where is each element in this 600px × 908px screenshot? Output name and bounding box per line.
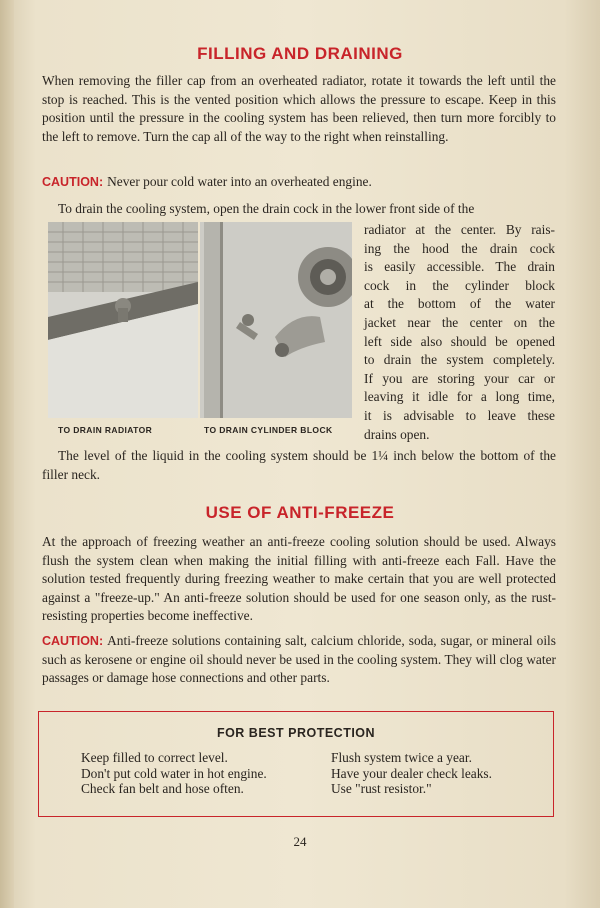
caution-label-2: CAUTION: <box>42 634 104 648</box>
drain-line-8: to drain the system completely. <box>364 352 555 368</box>
drain-line-12: drains open. <box>364 426 430 442</box>
drain-lead-line: To drain the cooling system, open the drain cock in the lower front side of the <box>58 201 475 216</box>
drain-line-10: leaving it idle for a long time, <box>364 389 555 405</box>
drain-line-9: If you are storing your car or <box>364 370 555 386</box>
cylinder-block-drain-photo <box>200 222 352 418</box>
caution-text-2: Anti-freeze solutions containing salt, calcium chloride, soda, sugar, or mineral oils such as kerosene or engine oil should never be used in the cooling system. They will clog water passages or damage hose connections and other parts. <box>42 633 556 686</box>
section-heading-filling-draining: FILLING AND DRAINING <box>197 44 403 63</box>
tip-item: Have your dealer check leaks. <box>331 765 492 781</box>
radiator-drain-illustration <box>48 222 198 418</box>
drain-line-1: radiator at the center. By rais- <box>364 222 555 237</box>
drain-line-3: is easily accessible. The drain <box>364 259 555 275</box>
drain-line-11: it is advisable to leave these <box>364 407 555 423</box>
caution-2 <box>42 632 556 688</box>
anti-freeze-paragraph: At the approach of freezing weather an anti-freeze cooling solution should be used. Always flush the system clean when making the initial filling with anti-freeze each Fall. Have the solution tested frequently during freezing weather to make certain that you are well protected against a "freeze-up." An anti-freeze solution should be used for one season only, as the rust-resisting properties become ineffective. <box>42 534 556 624</box>
drain-line-6: jacket near the center on the <box>364 314 555 330</box>
caution-label: CAUTION: <box>42 175 104 189</box>
protection-tips-left <box>81 750 267 797</box>
tip-item: Check fan belt and hose often. <box>81 781 244 796</box>
caution-text: Never pour cold water into an overheated engine. <box>107 174 372 189</box>
drain-line-4: cock in the cylinder block <box>364 277 555 293</box>
cylinder-block-drain-illustration <box>200 222 352 418</box>
drain-side-text <box>364 221 555 444</box>
tip-item: Don't put cold water in hot engine. <box>81 765 267 781</box>
radiator-drain-photo <box>48 222 198 418</box>
filling-intro-paragraph: When removing the filler cap from an overheated radiator, rotate it towards the left until the stop is reached. This is the vented position which allows the pressure to escape. Keep in this position until the pressure in the cooling system has been relieved, then turn more forcibly to the left to remove. Turn the cap all of the way to the right when reinstalling. <box>42 73 556 144</box>
best-protection-box <box>38 711 554 817</box>
drain-line-5: at the bottom of the water <box>364 296 555 312</box>
caution-1 <box>42 173 556 192</box>
drain-line-2: ing the hood the drain cock <box>364 240 555 256</box>
protection-tips-right <box>331 750 492 797</box>
tip-item: Use "rust resistor." <box>331 781 432 796</box>
coolant-level-paragraph: The level of the liquid in the cooling system should be 1¼ inch below the bottom of the filler neck. <box>42 448 556 482</box>
caption-to-drain-cylinder-block: TO DRAIN CYLINDER BLOCK <box>204 425 333 435</box>
best-protection-title: FOR BEST PROTECTION <box>216 726 376 740</box>
section-heading-anti-freeze: USE OF ANTI-FREEZE <box>205 503 395 522</box>
page-binding-edge <box>0 0 14 908</box>
caption-to-drain-radiator: TO DRAIN RADIATOR <box>58 425 153 435</box>
tip-item: Flush system twice a year. <box>331 750 472 765</box>
drain-line-7: left side also should be opened <box>364 333 555 349</box>
tip-item: Keep filled to correct level. <box>81 750 228 765</box>
page-number: 24 <box>293 834 307 849</box>
